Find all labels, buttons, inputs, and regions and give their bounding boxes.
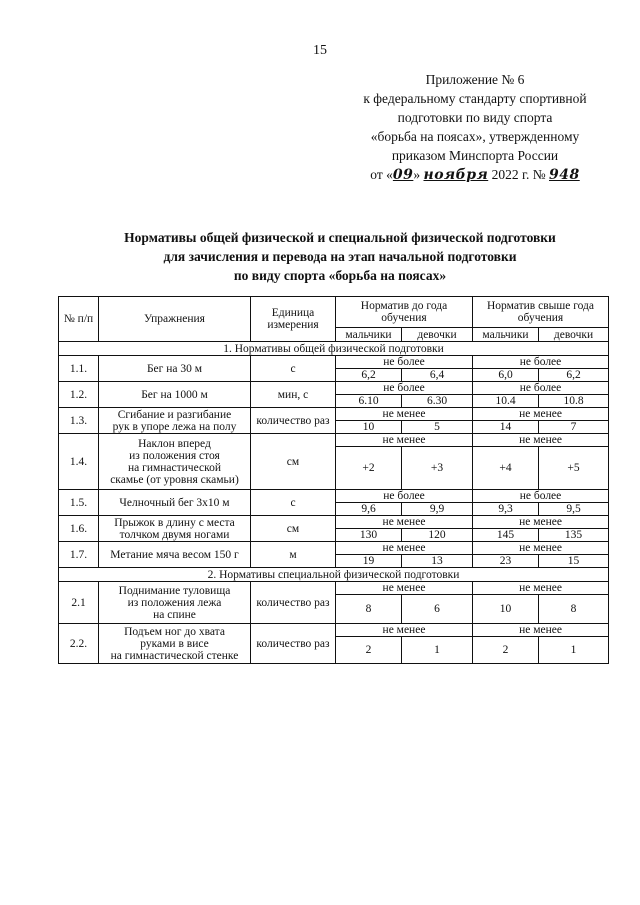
header-girls: девочки — [539, 328, 609, 342]
norm-value: 19 — [336, 555, 402, 568]
section-title: 2. Нормативы специальной физической подготовки — [59, 568, 609, 582]
header-boys: мальчики — [473, 328, 539, 342]
handwritten-day: 09 — [392, 167, 414, 183]
exercise-name — [99, 582, 251, 624]
unit: м — [251, 542, 336, 568]
condition: не менее — [336, 582, 473, 595]
exercise-name — [99, 516, 251, 542]
norm-value: 8 — [336, 595, 402, 624]
unit: см — [251, 516, 336, 542]
section-title: 1. Нормативы общей физической подготовки — [59, 342, 609, 356]
unit: количество раз — [251, 624, 336, 664]
exercise-line: толчком двумя ногами — [119, 528, 230, 541]
condition: не более — [473, 356, 609, 369]
title-line: Нормативы общей физической и специальной физической подготовки — [124, 230, 556, 245]
table-row — [59, 382, 609, 395]
norm-value: +5 — [539, 447, 609, 490]
norm-value: 6,2 — [336, 369, 402, 382]
norm-value: 14 — [473, 421, 539, 434]
norm-value: 145 — [473, 529, 539, 542]
condition: не менее — [473, 516, 609, 529]
header-unit: Единица измерения — [251, 297, 336, 342]
header-group-first-year: Норматив до года обучения — [336, 297, 473, 328]
exercise-name — [99, 542, 251, 568]
unit: количество раз — [251, 582, 336, 624]
norm-value: 10 — [336, 421, 402, 434]
norm-value: 120 — [402, 529, 473, 542]
exercise-line: Поднимание туловища — [118, 584, 231, 597]
exercise-line: Бег на 1000 м — [141, 388, 208, 401]
header-girls: девочки — [402, 328, 473, 342]
condition: не более — [473, 382, 609, 395]
row-number: 1.1. — [59, 356, 99, 382]
header-group-over-year: Норматив свыше года обучения — [473, 297, 609, 328]
norm-value: 8 — [539, 595, 609, 624]
row-number: 2.2. — [59, 624, 99, 664]
norm-value: +2 — [336, 447, 402, 490]
exercise-name — [99, 490, 251, 516]
condition: не менее — [336, 624, 473, 637]
row-number: 1.7. — [59, 542, 99, 568]
norm-value: 6,2 — [539, 369, 609, 382]
row-number: 1.5. — [59, 490, 99, 516]
norm-value: 1 — [539, 637, 609, 664]
condition: не менее — [336, 434, 473, 447]
norm-value: +4 — [473, 447, 539, 490]
table-row — [59, 516, 609, 529]
table-row — [59, 542, 609, 555]
norm-value: 10 — [473, 595, 539, 624]
exercise-line: рук в упоре лежа на полу — [112, 420, 237, 433]
norm-value: 7 — [539, 421, 609, 434]
row-number: 1.2. — [59, 382, 99, 408]
exercise-line: Метание мяча весом 150 г — [110, 548, 239, 561]
row-number: 1.4. — [59, 434, 99, 490]
exercise-line: на гимнастической стенке — [110, 649, 239, 662]
row-number: 1.6. — [59, 516, 99, 542]
exercise-line: на спине — [153, 608, 196, 621]
page-number: 15 — [313, 43, 327, 58]
annex-line: к федеральному стандарту спортивной — [363, 91, 587, 106]
exercise-line: руками в висе — [140, 637, 209, 650]
annex-block — [340, 70, 610, 185]
norms-table — [58, 296, 609, 664]
norm-value: 6.10 — [336, 395, 402, 408]
condition: не более — [336, 356, 473, 369]
handwritten-order-number: 948 — [549, 167, 580, 183]
condition: не менее — [473, 582, 609, 595]
annex-line: приказом Минспорта России — [391, 148, 559, 163]
header-exercise: Упражнения — [99, 297, 251, 342]
condition: не более — [473, 490, 609, 503]
norm-value: 6,4 — [402, 369, 473, 382]
norm-value: 15 — [539, 555, 609, 568]
norm-value: 10.8 — [539, 395, 609, 408]
norm-value: 2 — [473, 637, 539, 664]
norm-value: 13 — [402, 555, 473, 568]
norm-value: 6,0 — [473, 369, 539, 382]
norm-value: 9,9 — [402, 503, 473, 516]
annex-line: «борьба на поясах», утвержденному — [370, 129, 580, 144]
norm-value: 2 — [336, 637, 402, 664]
exercise-line: скамье (от уровня скамьи) — [110, 473, 239, 486]
handwritten-month: ноября — [423, 167, 489, 183]
exercise-line: на гимнастической — [127, 461, 221, 474]
exercise-name — [99, 434, 251, 490]
table-row — [59, 408, 609, 421]
section-row — [59, 342, 609, 356]
exercise-line: Челночный бег 3х10 м — [119, 496, 230, 509]
norm-value: 135 — [539, 529, 609, 542]
norm-value: +3 — [402, 447, 473, 490]
condition: не менее — [336, 542, 473, 555]
condition: не менее — [473, 408, 609, 421]
condition: не менее — [336, 408, 473, 421]
exercise-line: Подъем ног до хвата — [124, 625, 225, 638]
exercise-name — [99, 408, 251, 434]
header-boys: мальчики — [336, 328, 402, 342]
table-row — [59, 624, 609, 637]
unit: с — [251, 490, 336, 516]
table-row — [59, 582, 609, 595]
exercise-line: из положения стоя — [129, 449, 220, 462]
table-row — [59, 490, 609, 503]
exercise-name — [99, 356, 251, 382]
norm-value: 9,5 — [539, 503, 609, 516]
exercise-line: Наклон вперед — [138, 437, 211, 450]
section-row — [59, 568, 609, 582]
header-row — [59, 297, 609, 328]
annex-line: Приложение № 6 — [425, 72, 525, 87]
norm-value: 6.30 — [402, 395, 473, 408]
condition: не более — [336, 382, 473, 395]
norm-value: 10.4 — [473, 395, 539, 408]
row-number: 2.1 — [59, 582, 99, 624]
norm-value: 9,6 — [336, 503, 402, 516]
condition: не менее — [473, 542, 609, 555]
norm-value: 1 — [402, 637, 473, 664]
norm-value: 23 — [473, 555, 539, 568]
row-number: 1.3. — [59, 408, 99, 434]
table-row — [59, 434, 609, 447]
title-line: для зачисления и перевода на этап начальной подготовки — [163, 249, 517, 264]
exercise-line: Прыжок в длину с места — [114, 516, 235, 529]
norm-value: 5 — [402, 421, 473, 434]
unit: количество раз — [251, 408, 336, 434]
annex-line: подготовки по виду спорта — [397, 110, 553, 125]
year-label: 2022 г. № — [491, 167, 546, 182]
document-title — [40, 228, 640, 285]
order-date-line — [340, 165, 610, 185]
norm-value: 6 — [402, 595, 473, 624]
exercise-line: Сгибание и разгибание — [117, 408, 232, 421]
unit: см — [251, 434, 336, 490]
date-prefix: от « — [370, 167, 393, 182]
title-line: по виду спорта «борьба на поясах» — [233, 268, 447, 283]
table-row — [59, 356, 609, 369]
header-num: № п/п — [59, 297, 99, 342]
exercise-name — [99, 382, 251, 408]
exercise-name — [99, 624, 251, 664]
condition: не менее — [336, 516, 473, 529]
unit: с — [251, 356, 336, 382]
unit: мин, с — [251, 382, 336, 408]
condition: не менее — [473, 434, 609, 447]
norm-value: 130 — [336, 529, 402, 542]
exercise-line: Бег на 30 м — [146, 362, 203, 375]
condition: не более — [336, 490, 473, 503]
norm-value: 9,3 — [473, 503, 539, 516]
condition: не менее — [473, 624, 609, 637]
exercise-line: из положения лежа — [127, 596, 222, 609]
date-mid: » — [413, 167, 421, 182]
